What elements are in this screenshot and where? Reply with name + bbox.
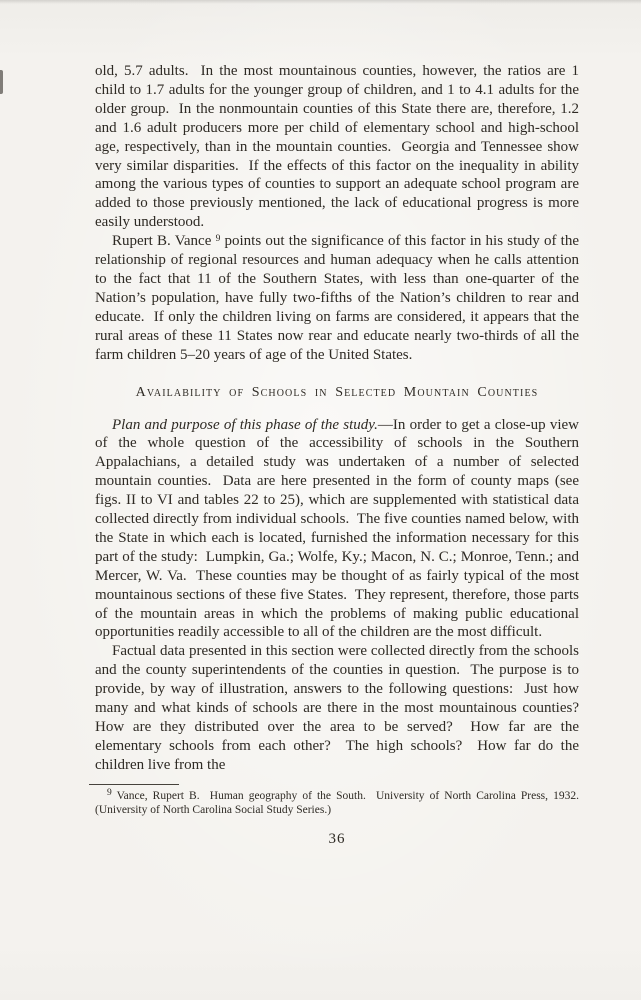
paragraph-lead-italic: Plan and purpose of this phase of the study. [112,416,378,433]
paragraph-adult-child-ratios: old, 5.7 adults. In the most mountainous counties, however, the ratios are 1 child to 1.7 adults for the younger group of children, and 1 to 4.1 adults for the older group. In the nonmountain counties of this State there are, therefore, 1.2 and 1.6 adult producers more per child of elementary school and high-school age, respectively, than in the mountain counties. Georgia and Tennessee show very similar disparities. If the effects of this factor on the inequality in ability among the various types of counties to support an adequate school program are added to those previously mentioned, the lack of educational progress is more easily understood. [95,63,583,231]
page-text-block [95,62,587,848]
paragraph-plan-and-purpose [95,416,583,643]
scan-edge-shadow-top [0,0,641,4]
paragraph-vance [95,232,583,364]
paragraph-factual-data: Factual data presented in this section were collected directly from the schools and the county superintendents of the counties in question. The purpose is to provide, by way of illustration, answers to the following questions: Just how many and what kinds of schools are there in the most mountainous counties? How are they distributed over the area to be served? How far are the elementary schools from each other? The high schools? How far do the children live from the [95,643,587,773]
scan-edge-artifact [0,70,3,94]
paragraph-plan-and-purpose-text: —In order to get a close-up view of the whole question of the accessibility of schools in the Southern Appalachians, a detailed study was undertaken of a number of selected mountain counties. Data are here presented in the form of county maps (see figs. II to VI and tables 22 to 25), which are supplemented with statistical data collected directly from individual schools. The five counties named below, with the State in which each is located, furnished the information necessary for this part of the study: Lumpkin, Ga.; Wolfe, Ky.; Macon, N. C.; Monroe, Tenn.; and Mercer, W. Va. These counties may be thought of as fairly typical of the most mountainous sections of these five States. They represent, therefore, those parts of the mountain areas in which the problems of making public educational opportunities readily accessible to all of the children are the most difficult. [95,416,583,641]
footnote-marker-9: 9 [107,787,112,798]
footnote-text: Vance, Rupert B. Human geography of the South. University of North Carolina Press, 1932. (University of North Carolina Social Study Series.) [95,789,585,817]
page-number: 36 [328,830,346,847]
footnote-rule [89,784,179,785]
section-heading: Availability of Schools in Selected Mountain Counties [135,384,539,400]
paragraph-vance-text: Rupert B. Vance [112,233,216,250]
footnote [95,787,585,818]
paragraph-vance-text-continued: points out the significance of this factor in his study of the relationship of regional resources and human adequacy when he calls attention to the fact that 11 of the Southern States, with less than one-quarter of the Nation’s population, have fully two-fifths of the Nation’s children to rear and educate. If only the children living on farms are considered, it appears that the rural areas of these 11 States now rear and educate nearly two-thirds of all the farm children 5–20 years of age of the United States. [95,233,583,363]
footnote-reference-9: 9 [215,234,221,245]
